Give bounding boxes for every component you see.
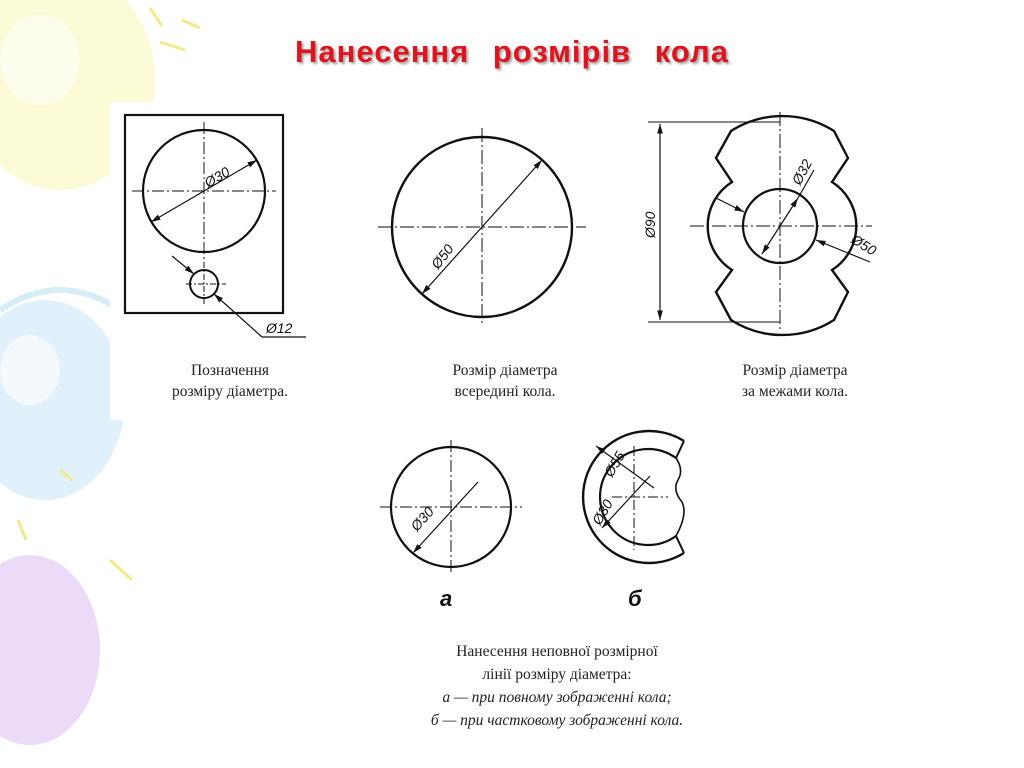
dim-label-slot-50: Ø50 (848, 230, 880, 259)
caption-line: Позначення (190, 362, 269, 379)
caption-figure-3 (700, 360, 890, 402)
caption-line: за межами кола. (742, 383, 848, 400)
dim-label-90: Ø90 (642, 211, 658, 238)
break-line (676, 458, 684, 536)
figure-label-b: б (628, 586, 642, 611)
caption-line: всередині кола. (454, 383, 556, 400)
figure-1-diameter-notation (125, 115, 306, 337)
dim-label-b-55: Ø55 (600, 448, 628, 480)
caption-figure-2 (410, 360, 600, 402)
page-title: Нанесення розмірів кола (295, 34, 729, 69)
figure-5-partial-dim-partial-circle (583, 431, 684, 563)
caption-line: а — при повному зображенні кола; (442, 689, 672, 706)
dim-label-12: Ø12 (266, 320, 293, 336)
caption-line: Розмір діаметра (742, 362, 848, 379)
caption-line: розміру діаметра. (172, 383, 288, 400)
dim-label-32: Ø32 (788, 156, 816, 188)
dim-label-b-30: Ø30 (588, 496, 616, 528)
caption-line: б — при частковому зображенні кола. (430, 712, 684, 729)
figure-2-diameter-inside (378, 128, 586, 326)
dim-label-50: Ø50 (427, 241, 457, 272)
bottom-caption (372, 640, 742, 732)
dim-label-a-30: Ø30 (407, 503, 437, 535)
caption-line: Розмір діаметра (452, 362, 558, 379)
caption-line: лінії розміру діаметра: (482, 666, 632, 683)
figure-3-diameter-outside (648, 112, 872, 335)
dim-label-30: Ø30 (201, 163, 233, 191)
figure-label-a: а (440, 586, 453, 611)
figure-4-partial-dim-full-circle (380, 440, 522, 574)
caption-figure-1 (140, 360, 320, 402)
caption-line: Нанесення неповної розмірної (456, 643, 658, 660)
